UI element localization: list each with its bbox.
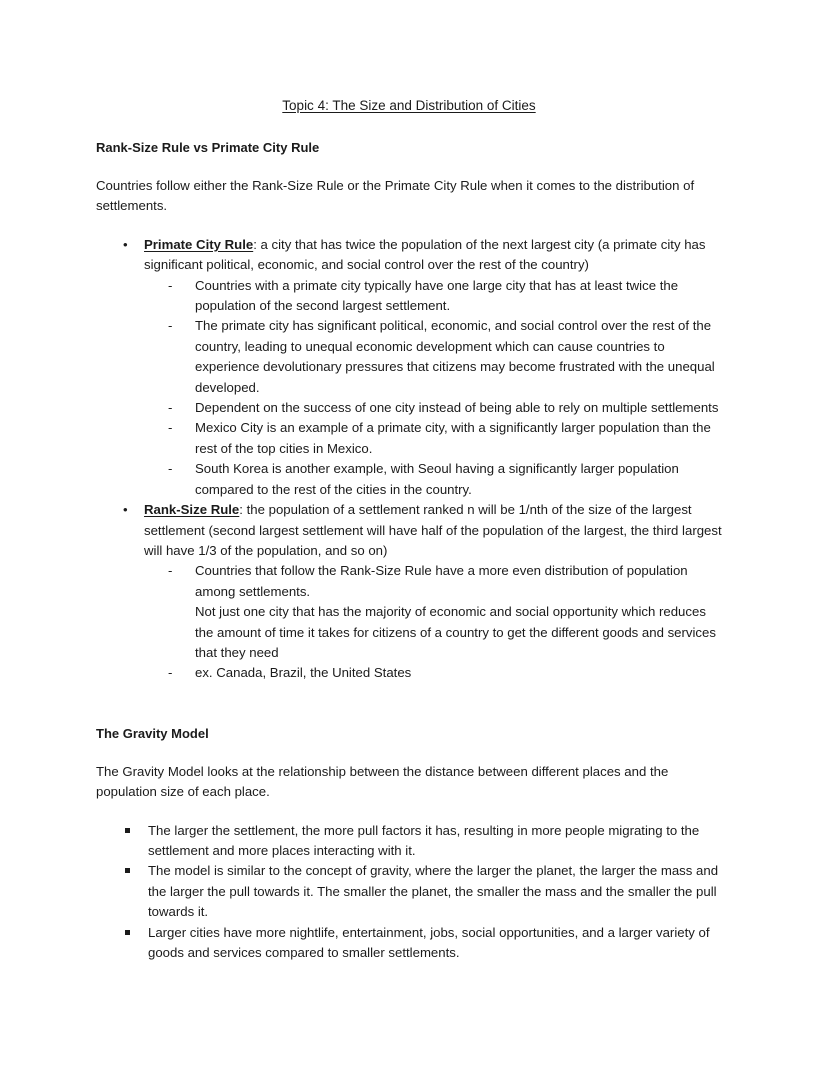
list-item — [144, 663, 722, 683]
list-item-text: Countries that follow the Rank-Size Rule have a more even distribution of population among settlements. — [195, 563, 688, 599]
list-item-rank-size-rule — [96, 500, 722, 684]
dash-bullet-icon: - — [168, 318, 173, 334]
definition-primate-city-rule: : a city that has twice the population of the next largest city (a primate city has significant political, economic, and social control over the rest of the country) — [144, 236, 706, 273]
disc-bullet-icon: • — [123, 502, 128, 518]
list-item — [96, 923, 722, 964]
dash-bullet-icon: - — [168, 400, 173, 416]
list-item-text: The larger the settlement, the more pull factors it has, resulting in more people migrating to the settlement and more places interacting with it. — [148, 822, 700, 858]
section-intro-rank-size-vs-primate: Countries follow either the Rank-Size Rule or the Primate City Rule when it comes to the distribution of settlements. — [96, 178, 695, 214]
list-item-text: The model is similar to the concept of gravity, where the larger the planet, the larger the mass and the larger the pull towards it. The smaller the planet, the smaller the mass and the smaller the pull towards it. — [148, 863, 719, 920]
rank-size-vs-primate-bullet-list — [96, 235, 722, 684]
list-item-text: Mexico City is an example of a primate city, with a significantly larger population than the rest of the top cities in Mexico. — [195, 420, 711, 456]
section-spacer — [96, 684, 722, 724]
list-item-primate-city-rule — [96, 235, 722, 500]
list-item-text: The primate city has significant political, economic, and social control over the rest of the country, leading to unequal economic development which can cause countries to experience devolutionary pressures that citizens may become frustrated with the unequal developed. — [195, 318, 715, 395]
dash-bullet-icon: - — [168, 461, 173, 477]
list-item-text: Larger cities have more nightlife, entertainment, jobs, social opportunities, and a larger variety of goods and services compared to smaller settlements. — [148, 924, 710, 960]
term-rank-size-rule: Rank-Size Rule — [144, 502, 240, 518]
dash-bullet-icon: - — [168, 665, 173, 681]
disc-bullet-icon: • — [123, 236, 128, 252]
list-item — [96, 821, 722, 862]
square-bullet-icon — [125, 930, 130, 935]
section-heading-gravity-model: The Gravity Model — [96, 725, 209, 741]
term-primate-city-rule: Primate City Rule — [144, 236, 254, 252]
rank-size-rule-sublist — [144, 561, 722, 683]
list-item — [144, 316, 722, 398]
gravity-model-bullet-list — [96, 821, 722, 964]
list-item — [144, 418, 722, 459]
list-item — [144, 276, 722, 317]
list-item-text: Not just one city that has the majority of economic and social opportunity which reduces the amount of time it takes for citizens of a country to get the different goods and services that they need — [195, 604, 716, 660]
list-item — [144, 459, 722, 500]
dash-bullet-icon: - — [168, 563, 173, 579]
list-item — [144, 398, 722, 418]
square-bullet-icon — [125, 828, 130, 833]
square-bullet-icon — [125, 868, 130, 873]
document-content — [96, 96, 722, 963]
list-item-text: Dependent on the success of one city instead of being able to rely on multiple settlements — [195, 400, 719, 416]
document-title-text: Topic 4: The Size and Distribution of Cities — [282, 98, 536, 113]
list-item-text: Countries with a primate city typically have one large city that has at least twice the population of the second largest settlement. — [195, 277, 679, 314]
list-item-text: ex. Canada, Brazil, the United States — [195, 665, 412, 681]
list-item — [144, 602, 722, 663]
dash-bullet-icon: - — [168, 277, 173, 293]
primate-city-rule-sublist — [144, 276, 722, 500]
dash-bullet-icon: - — [168, 420, 173, 436]
document-title — [96, 96, 722, 116]
section-intro-gravity-model: The Gravity Model looks at the relationship between the distance between different places and the population size of each place. — [96, 763, 669, 800]
list-item — [96, 861, 722, 922]
list-item — [144, 561, 722, 602]
section-heading-rank-size-vs-primate: Rank-Size Rule vs Primate City Rule — [96, 140, 320, 155]
list-item-text: South Korea is another example, with Seoul having a significantly larger population compared to the rest of the cities in the country. — [195, 461, 679, 497]
definition-rank-size-rule: : the population of a settlement ranked n will be 1/nth of the size of the largest settlement (second largest settlement will have half of the population of the largest, the third largest will have 1/3 of the population, and so on) — [144, 502, 722, 558]
